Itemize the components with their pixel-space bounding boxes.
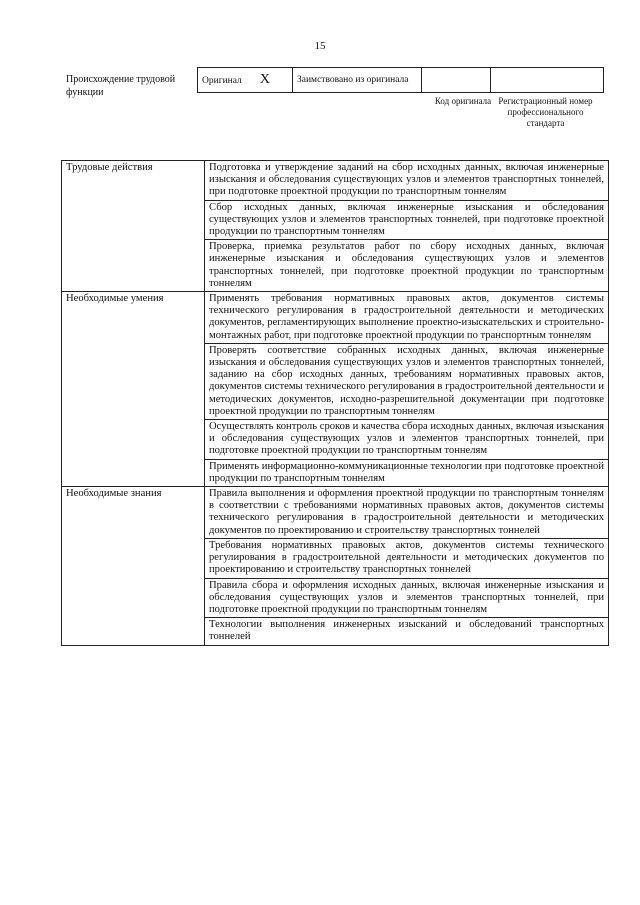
original-cell	[198, 68, 293, 93]
labor-function-table	[61, 160, 609, 646]
table-cell: Правила выполнения и оформления проектной продукции по транспортным тоннелям в соответствии с требованиями нормативных правовых актов, документов системы технического регулирования в градостроительной деятельности и методических документов по проектированию и строительству транспортных тоннелей	[205, 487, 609, 539]
table-cell: Сбор исходных данных, включая инженерные изыскания и обследования существующих узлов и элементов транспортных тоннелей, при подготовке проектной продукции по транспортным тоннелям	[205, 200, 609, 240]
borrowed-cell: Заимствовано из оригинала	[293, 68, 422, 93]
reg-number-cell	[491, 68, 604, 93]
code-caption: Код оригинала	[434, 96, 492, 106]
table-cell: Применять информационно-коммуникационные технологии при подготовке проектной продукции по транспортным тоннелям	[205, 459, 609, 486]
table-cell: Применять требования нормативных правовых актов, документов системы технического регулирования в градостроительной деятельности и методических документов, регламентирующих выполнение проектно-изыскательских и строительно-монтажных работ, при подготовке проектной продукции по транспортным тоннелям	[205, 292, 609, 344]
table-cell: Осуществлять контроль сроков и качества сбора исходных данных, включая изыскания и обследования существующих узлов и элементов транспортных тоннелей, при подготовке проектной продукции по транспортным тоннелям	[205, 420, 609, 460]
origin-table	[197, 67, 604, 93]
table-row	[62, 161, 609, 201]
table-row	[62, 487, 609, 539]
page-number: 15	[314, 40, 326, 52]
table-cell: Технологии выполнения инженерных изысканий и обследований транспортных тоннелей	[205, 618, 609, 645]
table-cell: Проверка, приемка результатов работ по сбору исходных данных, включая инженерные изыскания и обследования существующих узлов и элементов транспортных тоннелей, при подготовке проектной продукции по транспортным тоннелям	[205, 240, 609, 292]
reg-number-caption: Регистрационный номер профессионального стандарта	[498, 96, 593, 128]
table-cell: Требования нормативных правовых актов, документов системы технического регулирования в градостроительной деятельности и методических документов по проектированию и строительству транспортных тоннелей	[205, 538, 609, 578]
table-cell: Правила сбора и оформления исходных данных, включая инженерные изыскания и обследования существующих узлов и элементов транспортных тоннелей, при подготовке проектной продукции по транспортным тоннелям	[205, 578, 609, 618]
original-mark: X	[259, 72, 270, 87]
section-title: Трудовые действия	[62, 161, 205, 292]
code-cell	[422, 68, 491, 93]
table-cell: Подготовка и утверждение заданий на сбор исходных данных, включая инженерные изыскания и обследования существующих узлов и элементов транспортных тоннелей, при подготовке проектной продукции по транспортным тоннелям	[205, 161, 609, 201]
table-row	[62, 292, 609, 344]
section-title: Необходимые знания	[62, 487, 205, 645]
table-cell: Проверять соответствие собранных исходных данных, включая инженерные изыскания и обследования существующих узлов и элементов транспортных тоннелей, заданию на сбор исходных данных, требованиям нормативных правовых актов, документов системы технического регулирования в градостроительной деятельности и методических документов, исходно-разрешительной документации при подготовке проектной продукции по транспортным тоннелям	[205, 343, 609, 419]
section-title: Необходимые умения	[62, 292, 205, 487]
origin-label: Происхождение трудовой функции	[66, 74, 176, 98]
original-label: Оригинал	[202, 76, 242, 86]
